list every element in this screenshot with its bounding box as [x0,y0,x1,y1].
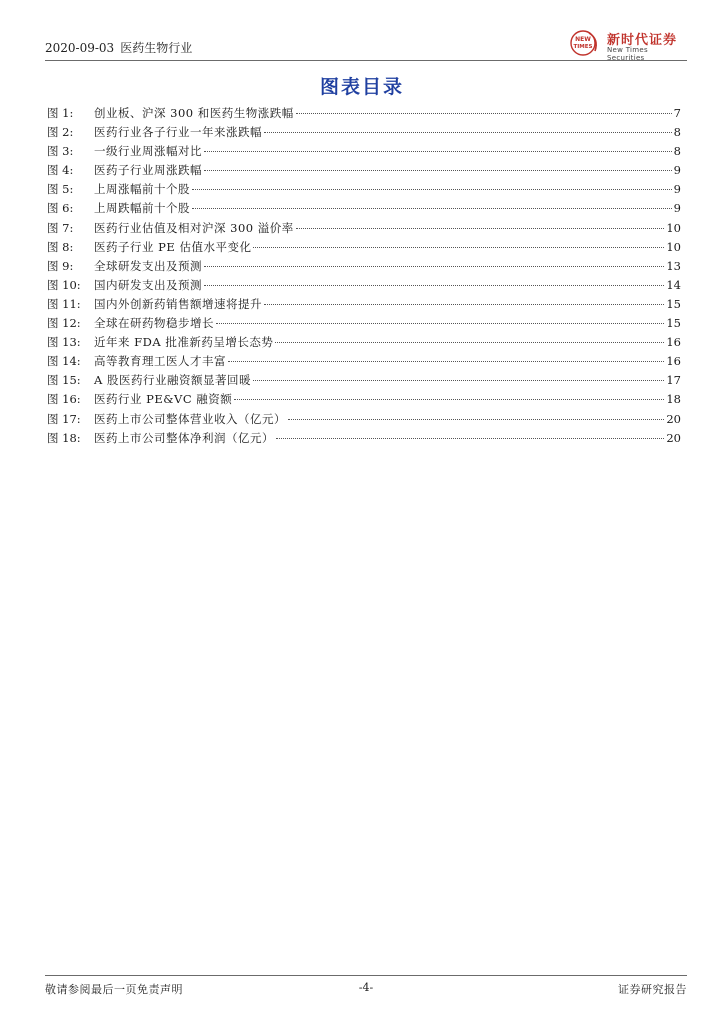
toc-page-number: 14 [666,277,681,292]
toc-figure-number: 图 13: [47,335,81,350]
toc-figure-title: 医药子行业 PE 估值水平变化 [94,239,252,254]
toc-page-number: 16 [666,335,681,350]
page-footer [45,975,687,996]
toc-page-number: 9 [673,182,681,197]
toc-entry[interactable] [47,390,681,409]
toc-figure-number: 图 5: [47,182,74,197]
toc-page-number: 18 [666,392,681,407]
toc-dot-leader [288,418,664,420]
toc-figure-number: 图 12: [47,316,81,331]
toc-figure-title: 医药行业各子行业一年来涨跌幅 [94,125,262,140]
toc-dot-leader [204,169,672,171]
disclaimer-note: 敬请参阅最后一页免责声明 [45,983,183,996]
toc-figure-title: A 股医药行业融资额显著回暖 [94,373,251,388]
toc-figure-title: 一级行业周涨幅对比 [94,144,202,159]
toc-dot-leader [216,322,664,324]
toc-dot-leader [296,227,665,229]
figure-list [47,104,681,448]
toc-figure-number: 图 10: [47,277,81,292]
toc-page-number: 8 [673,144,681,159]
toc-dot-leader [228,360,664,362]
toc-page-number: 15 [666,316,681,331]
toc-figure-title: 医药上市公司整体净利润（亿元） [94,430,274,445]
toc-figure-title: 医药子行业周涨跌幅 [94,163,202,178]
toc-figure-title: 近年来 FDA 批准新药呈增长态势 [94,335,274,350]
company-logo [569,29,687,62]
toc-entry[interactable] [47,371,681,390]
toc-entry[interactable] [47,295,681,314]
toc-figure-title: 上周涨幅前十个股 [94,182,190,197]
page-title: 图表目录 [319,76,404,98]
toc-page-number: 16 [666,354,681,369]
toc-figure-title: 医药行业估值及相对沪深 300 溢价率 [94,220,294,235]
toc-entry[interactable] [47,276,681,295]
toc-page-number: 7 [673,106,681,120]
toc-entry[interactable] [47,104,681,123]
toc-page-number: 9 [673,163,681,178]
toc-figure-title: 全球在研药物稳步增长 [94,316,214,331]
header-info [45,39,192,56]
toc-dot-leader [253,379,664,381]
toc-figure-number: 图 16: [47,392,81,407]
toc-figure-number: 图 3: [47,144,74,159]
toc-entry[interactable] [47,199,681,218]
toc-dot-leader [204,284,664,286]
toc-entry[interactable] [47,333,681,352]
toc-page-number: 15 [666,296,681,311]
toc-figure-title: 全球研发支出及预测 [94,258,202,273]
toc-figure-number: 图 14: [47,354,81,369]
logo-english-name: New Times Securities [607,46,648,62]
logo-mark-text-1: NEW [575,36,591,43]
toc-figure-number: 图 9: [47,258,74,273]
toc-figure-number: 图 18: [47,430,81,445]
toc-figure-number: 图 15: [47,373,81,388]
toc-figure-title: 高等教育理工医人才丰富 [94,354,226,369]
logo-mark-icon [569,29,601,57]
toc-entry[interactable] [47,180,681,199]
toc-figure-title: 上周跌幅前十个股 [94,201,190,216]
toc-entry[interactable] [47,219,681,238]
toc-figure-title: 创业板、沪深 300 和医药生物涨跌幅 [94,106,294,120]
toc-dot-leader [204,265,664,267]
toc-dot-leader [204,150,672,152]
report-date: 2020-09-03 [45,41,115,55]
toc-dot-leader [264,303,664,305]
toc-figure-number: 图 2: [47,125,74,140]
toc-figure-number: 图 1: [47,106,74,120]
toc-entry[interactable] [47,123,681,142]
toc-entry[interactable] [47,352,681,371]
toc-entry[interactable] [47,410,681,429]
toc-entry[interactable] [47,161,681,180]
logo-mark-text-2: TIMES [573,44,593,50]
toc-figure-title: 国内外创新药销售额增速将提升 [94,296,262,311]
toc-figure-number: 图 4: [47,163,74,178]
toc-dot-leader [253,246,664,248]
toc-figure-title: 医药行业 PE&VC 融资额 [94,392,233,407]
page-number: -4- [358,981,374,994]
toc-page-number: 8 [673,125,681,140]
toc-figure-number: 图 8: [47,239,74,254]
toc-entry[interactable] [47,238,681,257]
toc-page-number: 20 [666,430,681,445]
toc-dot-leader [264,131,672,133]
toc-entry[interactable] [47,257,681,276]
toc-page-number: 17 [666,373,681,388]
toc-figure-number: 图 11: [47,296,81,311]
toc-entry[interactable] [47,142,681,161]
toc-dot-leader [192,207,672,209]
toc-page-number: 9 [673,201,681,216]
toc-page-number: 10 [666,220,681,235]
toc-figure-number: 图 7: [47,220,74,235]
toc-dot-leader [192,188,672,190]
toc-dot-leader [275,341,664,343]
toc-page-number: 13 [666,258,681,273]
toc-page-number: 10 [666,239,681,254]
logo-chinese-name: 新时代证券 [607,33,678,48]
toc-figure-number: 图 17: [47,411,81,426]
toc-entry[interactable] [47,314,681,333]
toc-dot-leader [276,437,664,439]
toc-entry[interactable] [47,429,681,448]
report-type: 证券研究报告 [618,983,687,996]
page-header [45,28,687,61]
toc-figure-title: 医药上市公司整体营业收入（亿元） [94,411,286,426]
toc-figure-title: 国内研发支出及预测 [94,277,202,292]
toc-figure-number: 图 6: [47,201,74,216]
toc-page-number: 20 [666,411,681,426]
toc-dot-leader [296,112,672,114]
toc-dot-leader [234,398,664,400]
industry-name: 医药生物行业 [120,41,193,55]
